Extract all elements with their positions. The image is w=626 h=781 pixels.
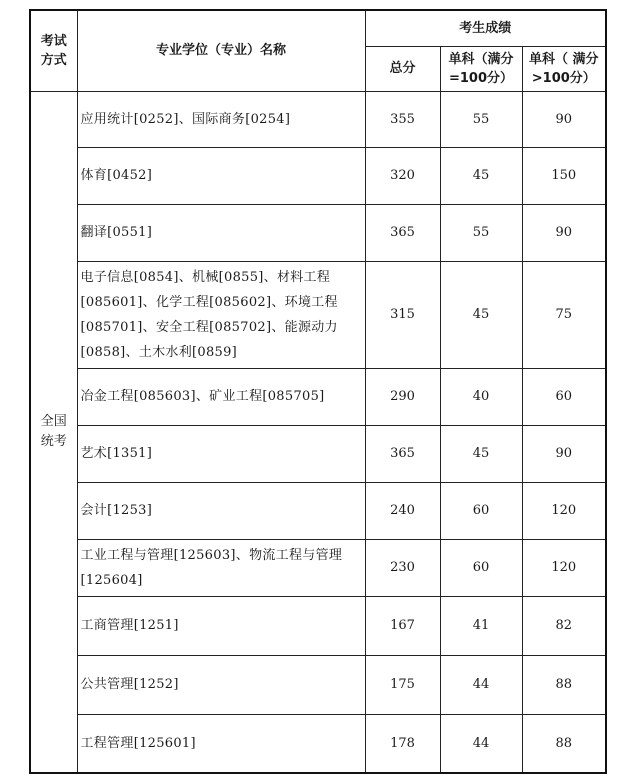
single-over-100-cell: 120 xyxy=(522,539,606,596)
major-name-cell: 体育[0452] xyxy=(77,147,365,204)
major-name-cell: 电子信息[0854]、机械[0855]、材料工程[085601]、化学工程[085602]、环境工程[085701]、安全工程[085702]、能源动力[0858]、土木水利[0859] xyxy=(77,261,365,368)
header-row-1 xyxy=(30,10,606,46)
total-score-cell: 240 xyxy=(365,482,440,539)
major-name-cell: 翻译[0551] xyxy=(77,204,365,261)
single-over-100-cell: 150 xyxy=(522,147,606,204)
table-row xyxy=(30,368,606,425)
major-name-cell: 工程管理[125601] xyxy=(77,714,365,773)
single-over-100-cell: 88 xyxy=(522,714,606,773)
single-100-cell: 55 xyxy=(440,91,522,147)
total-score-cell: 315 xyxy=(365,261,440,368)
single-over-100-cell: 88 xyxy=(522,655,606,714)
single-over-100-cell: 75 xyxy=(522,261,606,368)
total-score-cell: 178 xyxy=(365,714,440,773)
single-over-100-cell: 90 xyxy=(522,425,606,482)
total-score-cell: 175 xyxy=(365,655,440,714)
major-name-cell: 艺术[1351] xyxy=(77,425,365,482)
method-cell: 全国统考 xyxy=(30,91,77,773)
header-major: 专业学位（专业）名称 xyxy=(77,10,365,91)
single-100-cell: 41 xyxy=(440,596,522,655)
single-over-100-cell: 90 xyxy=(522,91,606,147)
major-name-cell: 应用统计[0252]、国际商务[0254] xyxy=(77,91,365,147)
header-scores: 考生成绩 xyxy=(365,10,606,46)
table-row xyxy=(30,539,606,596)
major-name-cell: 会计[1253] xyxy=(77,482,365,539)
table-row xyxy=(30,596,606,655)
single-100-cell: 60 xyxy=(440,539,522,596)
table-row xyxy=(30,147,606,204)
single-100-cell: 55 xyxy=(440,204,522,261)
major-name-cell: 工业工程与管理[125603]、物流工程与管理[125604] xyxy=(77,539,365,596)
total-score-cell: 355 xyxy=(365,91,440,147)
single-100-cell: 40 xyxy=(440,368,522,425)
single-over-100-cell: 120 xyxy=(522,482,606,539)
header-single-over-100: 单科（ 满分>100分） xyxy=(522,46,606,91)
table-row xyxy=(30,204,606,261)
table-row xyxy=(30,261,606,368)
single-over-100-cell: 82 xyxy=(522,596,606,655)
header-single-100: 单科（满分=100分） xyxy=(440,46,522,91)
single-100-cell: 45 xyxy=(440,147,522,204)
single-100-cell: 44 xyxy=(440,655,522,714)
single-over-100-cell: 90 xyxy=(522,204,606,261)
score-table xyxy=(29,9,607,774)
single-100-cell: 45 xyxy=(440,261,522,368)
single-100-cell: 60 xyxy=(440,482,522,539)
total-score-cell: 230 xyxy=(365,539,440,596)
major-name-cell: 冶金工程[085603]、矿业工程[085705] xyxy=(77,368,365,425)
total-score-cell: 167 xyxy=(365,596,440,655)
single-over-100-cell: 60 xyxy=(522,368,606,425)
single-100-cell: 45 xyxy=(440,425,522,482)
total-score-cell: 320 xyxy=(365,147,440,204)
table-row xyxy=(30,655,606,714)
single-100-cell: 44 xyxy=(440,714,522,773)
header-total: 总分 xyxy=(365,46,440,91)
table-row xyxy=(30,425,606,482)
header-method: 考试方式 xyxy=(30,10,77,91)
total-score-cell: 290 xyxy=(365,368,440,425)
table-row xyxy=(30,91,606,147)
table-row xyxy=(30,714,606,773)
major-name-cell: 公共管理[1252] xyxy=(77,655,365,714)
total-score-cell: 365 xyxy=(365,425,440,482)
major-name-cell: 工商管理[1251] xyxy=(77,596,365,655)
table-row xyxy=(30,482,606,539)
total-score-cell: 365 xyxy=(365,204,440,261)
